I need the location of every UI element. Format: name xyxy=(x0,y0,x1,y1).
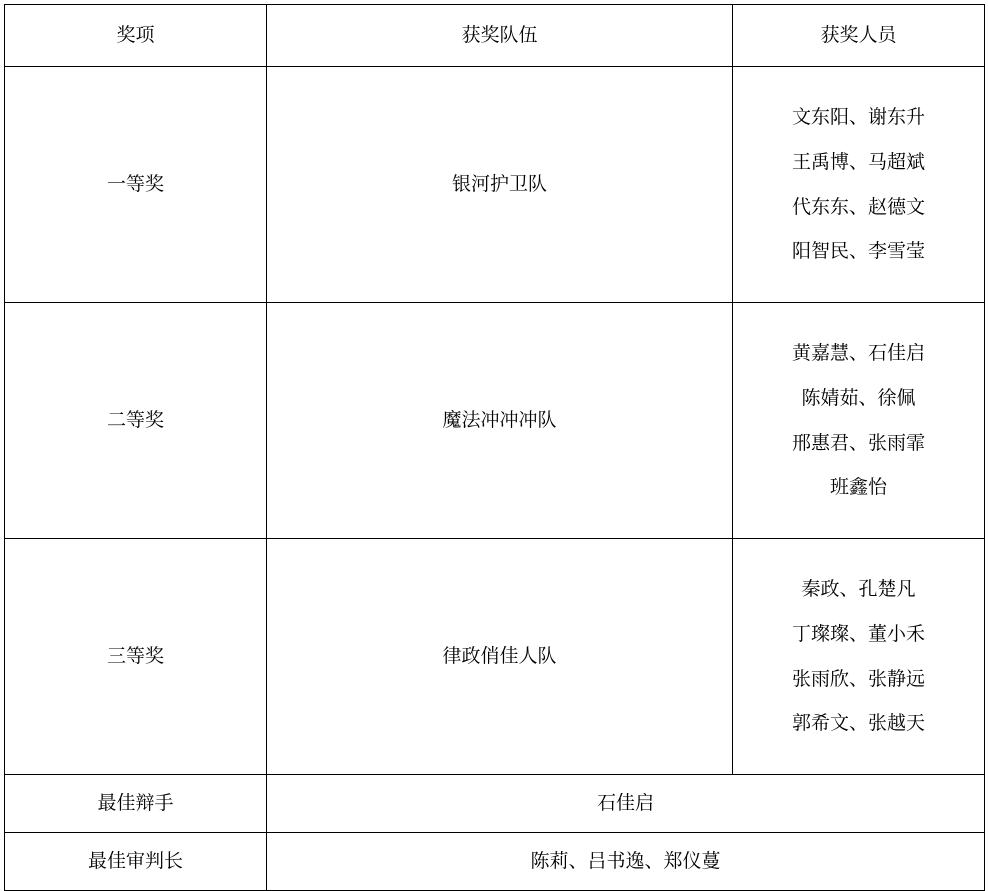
award-name: 最佳审判长 xyxy=(5,833,267,891)
member-line: 班鑫怡 xyxy=(829,476,887,499)
table-row xyxy=(5,303,985,539)
award-results-table xyxy=(4,4,985,891)
member-line: 陈婧茹、徐佩 xyxy=(801,386,916,409)
member-list xyxy=(733,303,985,539)
member-line: 邢惠君、张雨霏 xyxy=(791,431,925,454)
team-name: 律政俏佳人队 xyxy=(267,539,733,775)
team-name: 魔法冲冲冲队 xyxy=(267,303,733,539)
award-name: 二等奖 xyxy=(5,303,267,539)
award-recipient: 石佳启 xyxy=(267,775,985,833)
column-header-team: 获奖队伍 xyxy=(267,5,733,67)
member-lines xyxy=(739,95,978,274)
member-line: 黄嘉慧、石佳启 xyxy=(791,342,925,365)
member-line: 文东阳、谢东升 xyxy=(791,106,925,129)
member-line: 郭希文、张越天 xyxy=(791,712,925,735)
member-lines xyxy=(739,331,978,510)
member-line: 阳智民、李雪莹 xyxy=(791,240,925,263)
member-list xyxy=(733,67,985,303)
column-header-members: 获奖人员 xyxy=(733,5,985,67)
member-line: 代东东、赵德文 xyxy=(791,195,925,218)
member-line: 王禹博、马超斌 xyxy=(791,150,925,173)
member-list xyxy=(733,539,985,775)
table-row xyxy=(5,539,985,775)
member-lines xyxy=(739,567,978,746)
team-name: 银河护卫队 xyxy=(267,67,733,303)
table-header-row xyxy=(5,5,985,67)
member-line: 张雨欣、张静远 xyxy=(791,667,925,690)
award-name: 最佳辩手 xyxy=(5,775,267,833)
table-row xyxy=(5,775,985,833)
table-row xyxy=(5,67,985,303)
award-name: 一等奖 xyxy=(5,67,267,303)
member-line: 秦政、孔楚凡 xyxy=(801,578,916,601)
award-name: 三等奖 xyxy=(5,539,267,775)
award-recipient: 陈莉、吕书逸、郑仪蔓 xyxy=(267,833,985,891)
member-line: 丁璨璨、董小禾 xyxy=(791,622,925,645)
column-header-award: 奖项 xyxy=(5,5,267,67)
document-page xyxy=(0,4,988,888)
table-row xyxy=(5,833,985,891)
